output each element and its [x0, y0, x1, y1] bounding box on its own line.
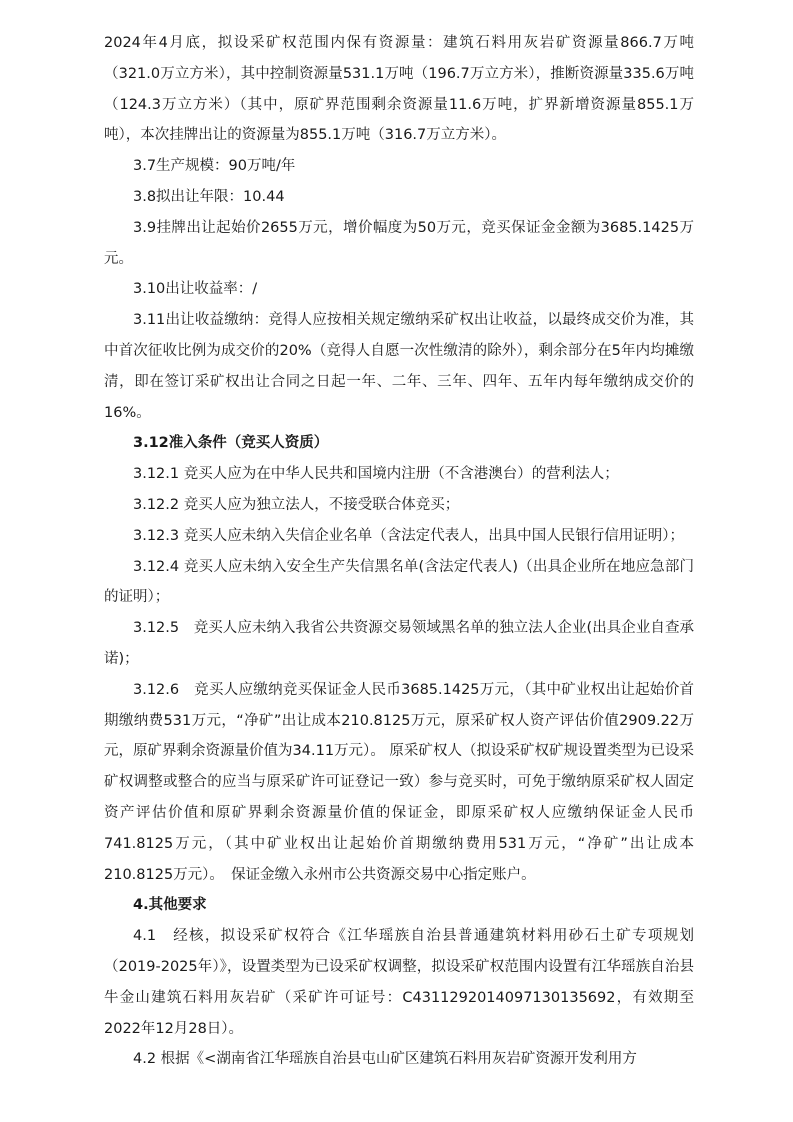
- heading-4-other-requirements: 4.其他要求: [133, 897, 207, 914]
- paragraph-3-12-6-deposit: 3.12.6 竞买人应缴纳竞买保证金人民币3685.1425万元，（其中矿业权出让起始价首期缴纳费531万元，“净矿”出让成本210.8125万元，原采矿权人资产评估价值2909.22万元，原矿界剩余资源量价值为34.11万元）。 原采矿权人（拟设采矿权矿规设置类型为已设采矿权调整或整合的应当与原采矿许可证登记一致）参与竞买时，可免于缴纳原采矿权人固定资产评估价值和原矿界剩余资源量价值的保证金，即原采矿权人应缴纳保证金人民币741.8125万元，（其中矿业权出让起始价首期缴纳费用531万元，“净矿”出让成本210.8125万元）。 保证金缴入永州市公共资源交易中心指定账户。: [104, 681, 694, 883]
- heading-3-12-eligibility: 3.12准入条件（竞买人资质）: [133, 435, 329, 452]
- paragraph-3-8-transfer-term: 3.8拟出让年限：10.44: [133, 188, 285, 205]
- paragraph-3-10-yield-rate: 3.10出让收益率：/: [133, 281, 258, 298]
- paragraph-3-12-2: 3.12.2 竞买人应为独立法人，不接受联合体竞买；: [133, 496, 460, 513]
- paragraph-4-1: 4.1 经核，拟设采矿权符合《江华瑶族自治县普通建筑材料用砂石土矿专项规划（2019-2025年）》，设置类型为已设采矿权调整，拟设采矿权范围内设置有江华瑶族自治县牛金山建筑石料用灰岩矿（采矿许可证号：C4311292014097130135692，有效期至2022年12月28日）。: [104, 928, 694, 1037]
- document-page: [104, 28, 694, 1075]
- paragraph-3-11-payment: 3.11出让收益缴纳：竞得人应按相关规定缴纳采矿权出让收益，以最终成交价为准，其中首次征收比例为成交价的20%（竞得人自愿一次性缴清的除外），剩余部分在5年内均摊缴清，即在签订采矿权出让合同之日起一年、二年、三年、四年、五年内每年缴纳成交价的16%。: [104, 312, 694, 421]
- paragraph-3-7-production-scale: 3.7生产规模：90万吨/年: [133, 158, 296, 175]
- paragraph-3-9-starting-price: 3.9挂牌出让起始价2655万元，增价幅度为50万元，竞买保证金金额为3685.1425万元。: [104, 219, 694, 267]
- paragraph-4-2: 4.2 根据《<湖南省江华瑶族自治县屯山矿区建筑石料用灰岩矿资源开发利用方: [133, 1051, 637, 1068]
- paragraph-3-12-5: 3.12.5 竞买人应未纳入我省公共资源交易领域黑名单的独立法人企业(出具企业自查承诺)；: [104, 620, 694, 667]
- paragraph-3-12-1: 3.12.1 竞买人应为在中华人民共和国境内注册（不含港澳台）的营利法人；: [133, 466, 619, 483]
- paragraph-3-12-4: 3.12.4 竞买人应未纳入安全生产失信黑名单(含法定代表人)（出具企业所在地应急部门的证明）；: [104, 558, 694, 606]
- paragraph-resource-reserves: 2024年4月底，拟设采矿权范围内保有资源量：建筑石料用灰岩矿资源量866.7万吨（321.0万立方米），其中控制资源量531.1万吨（196.7万立方米），推断资源量335.6万吨（124.3万立方米）（其中，原矿界范围剩余资源量11.6万吨，扩界新增资源量855.1万吨），本次挂牌出让的资源量为855.1万吨（316.7万立方米）。: [104, 35, 694, 144]
- paragraph-3-12-3: 3.12.3 竞买人应未纳入失信企业名单（含法定代表人，出具中国人民银行信用证明）；: [133, 527, 684, 544]
